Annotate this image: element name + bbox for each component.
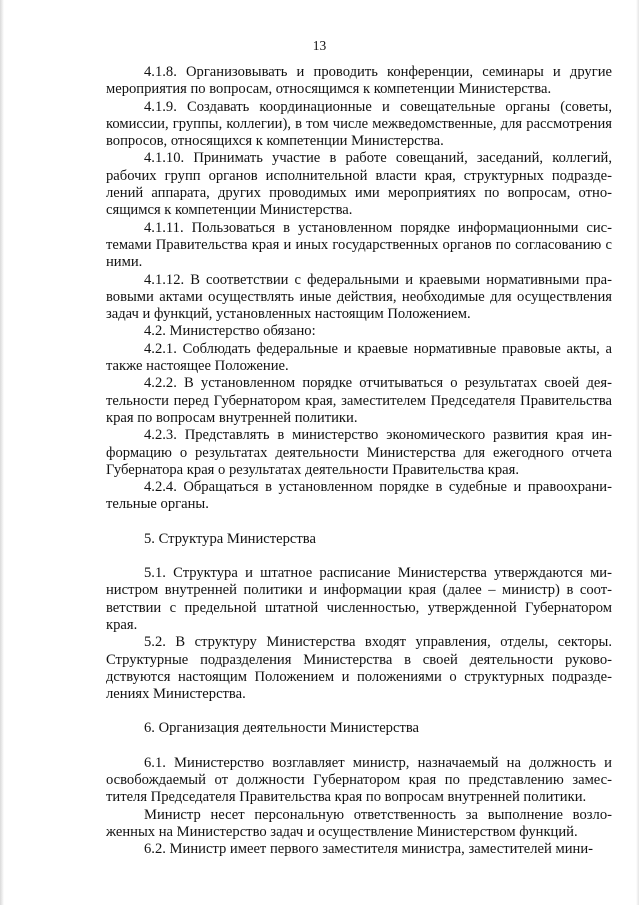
paragraph-4-2-4: 4.2.4. Обращаться в установленном порядке в судебные и правоохранительные органы. [106,479,612,513]
paragraph-4-2-1: 4.2.1. Соблюдать федеральные и краевые нормативные правовые акты, а также настоящее Положение. [106,340,612,375]
section-heading-6: 6. Организация деятельности Министерства [144,720,419,737]
paragraph-6-2: 6.2. Министр имеет первого заместителя министра, заместителей мини- [144,841,594,858]
document-body [106,64,612,858]
paragraph-4-1-11: 4.1.11. Пользоваться в установленном порядке информационными системами Правительства края и иных государственных органов по согласованию с ними. [106,219,612,271]
paragraph-6-1: 6.1. Министерство возглавляет министр, назначаемый на должность и освобождаемый от должности Губернатором края по представлению заместителя Председателя Правительства края по вопросам внутренней политики. [106,754,612,806]
paragraph-4-1-9: 4.1.9. Создавать координационные и совещательные органы (советы, комиссии, группы, коллегии), в том числе межведомственные, для рассмотрения вопросов, относящихся к компетенции Министерства. [106,98,612,150]
scan-shadow-left [0,0,4,905]
page-number: 13 [312,38,327,53]
paragraph-4-1-12: 4.1.12. В соответствии с федеральными и краевыми нормативными правовыми актами осуществлять иные действия, необходимые для осуществления задач и функций, установленных настоящим Положением. [106,271,612,323]
section-heading-5: 5. Структура Министерства [144,530,316,547]
paragraph-5-1: 5.1. Структура и штатное расписание Министерства утверждаются министром внутренней политики и информации края (далее – министр) в соответствии с предельной штатной численностью, утвержденной Губернатором края. [106,565,612,633]
paragraph-4-1-10: 4.1.10. Принимать участие в работе совещаний, заседаний, коллегий, рабочих групп органов исполнительной власти края, структурных подразделений аппарата, других проводимых ими мероприятиях по вопросам, относящимся к компетенции Министерства. [106,150,612,219]
paragraph-4-2-3: 4.2.3. Представлять в министерство экономического развития края информацию о результатах деятельности Министерства для ежегодного отчета Губернатора края о результатах деятельности Правительства края. [106,427,612,478]
paragraph-4-1-8: 4.1.8. Организовывать и проводить конференции, семинары и другие мероприятия по вопросам, относящимся к компетенции Министерства. [106,64,612,98]
paragraph-minister-responsibility: Министр несет персональную ответственность за выполнение возложенных на Министерство задач и осуществление Министерством функций. [106,806,612,840]
paragraph-4-2-2: 4.2.2. В установленном порядке отчитываться о результатах своей деятельности перед Губернатором края, заместителем Председателя Правительства края по вопросам внутренней политики. [106,375,612,426]
paragraph-4-2: 4.2. Министерство обязано: [144,323,316,340]
paragraph-5-2: 5.2. В структуру Министерства входят управления, отделы, секторы. Структурные подразделения Министерства в своей деятельности руководствуются настоящим Положением и положениями о структурных подразделениях Министерства. [106,634,612,703]
